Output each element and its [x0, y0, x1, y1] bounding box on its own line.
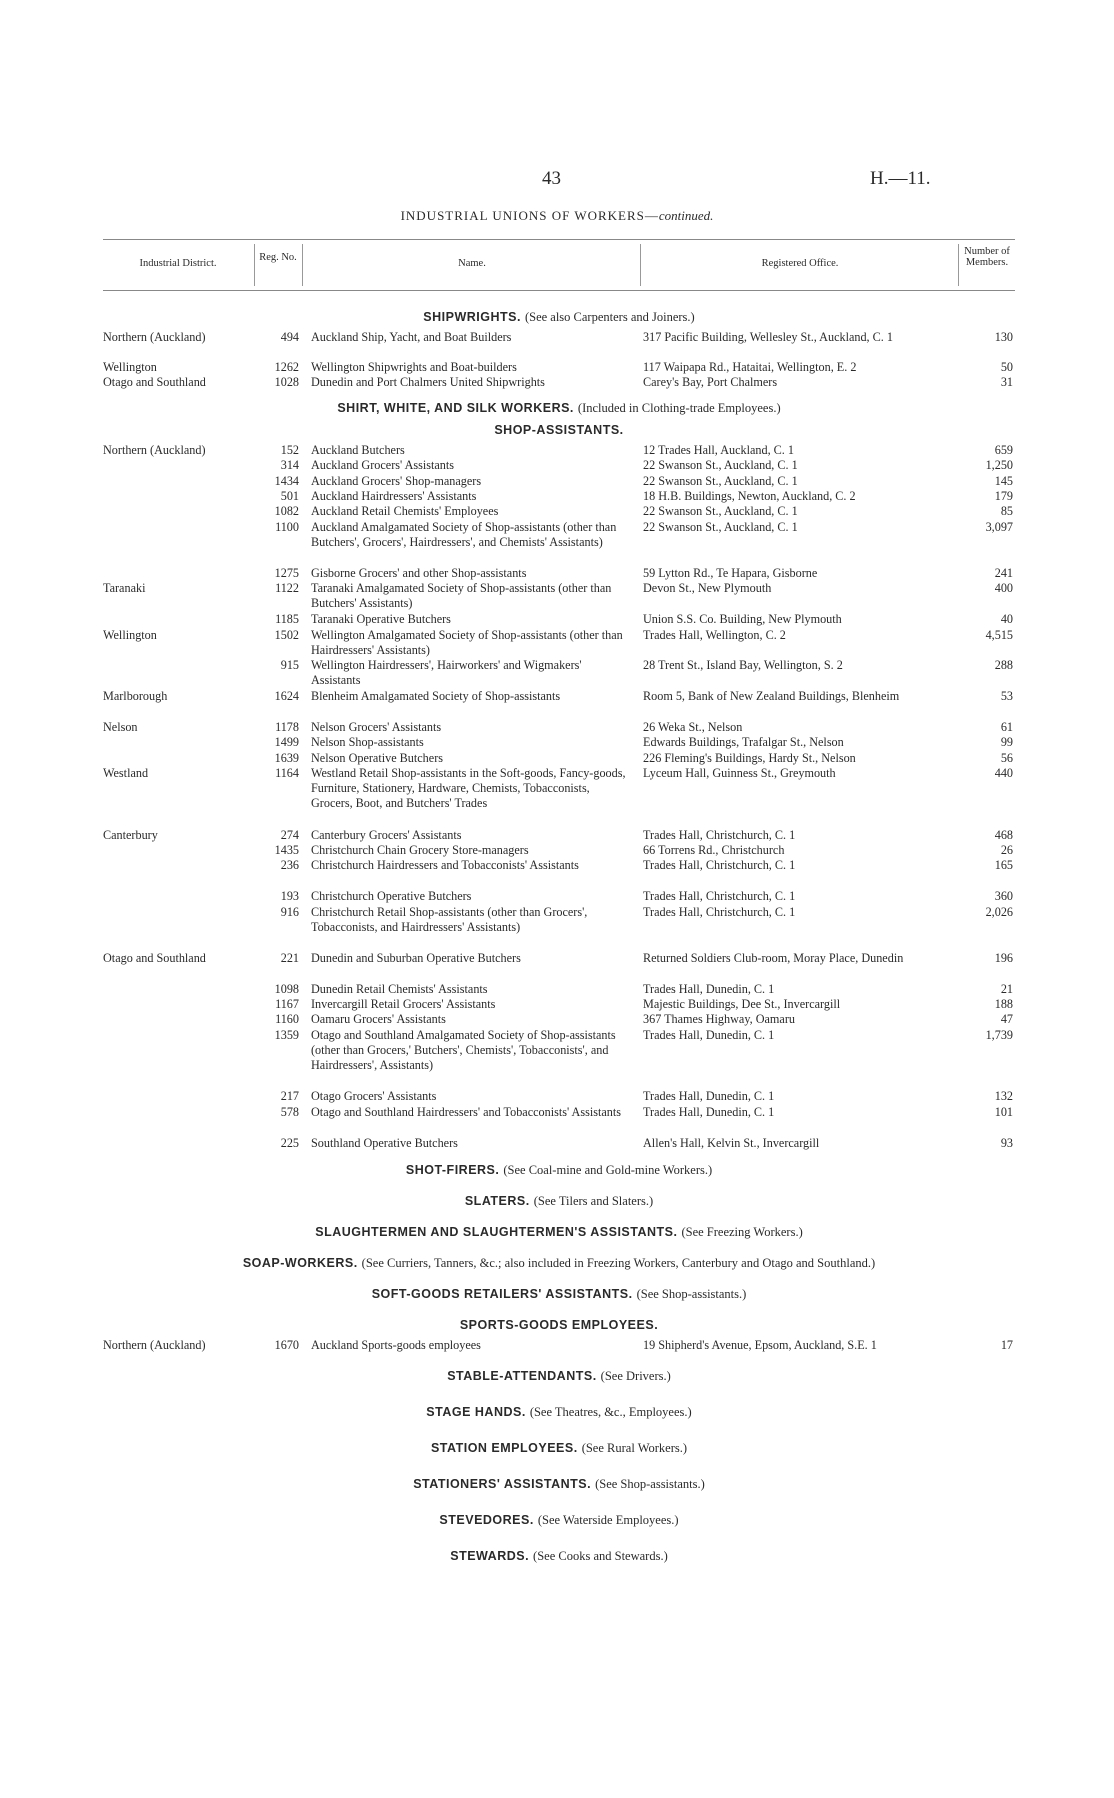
reg-no-cell: 1434: [274, 473, 299, 488]
office-cell: Trades Hall, Christchurch, C. 1: [643, 889, 796, 904]
header-divider: [958, 244, 959, 286]
reg-no-cell: 916: [280, 904, 299, 919]
union-name-cell: Westland Retail Shop-assistants in the Soft-goods, Fancy-goods, Furniture, Stationery, Hardware, Chemists, Tobacconists, Grocers, Boot, and Butchers' Trades: [311, 766, 626, 811]
office-cell: 22 Swanson St., Auckland, C. 1: [643, 458, 798, 473]
members-cell: 145: [994, 473, 1013, 488]
table-row: [103, 489, 1015, 504]
section-heading: [103, 401, 1015, 423]
district-cell: Westland: [103, 766, 149, 781]
reg-no-cell: 1122: [275, 581, 299, 596]
office-cell: 22 Swanson St., Auckland, C. 1: [643, 504, 798, 519]
reg-no-cell: 1100: [275, 519, 299, 534]
union-name-cell: Auckland Retail Chemists' Employees: [311, 504, 499, 519]
members-cell: 93: [1000, 1135, 1013, 1150]
table-row: [103, 982, 1015, 997]
table-row: [103, 458, 1015, 473]
section-title: SOFT-GOODS RETAILERS' ASSISTANTS.: [371, 1286, 633, 1301]
district-cell: Northern (Auckland): [103, 330, 206, 344]
reg-no-cell: 217: [280, 1089, 299, 1104]
section-note: (See Cooks and Stewards.): [533, 1549, 668, 1564]
table-body: [103, 310, 1015, 1585]
section-heading: [103, 423, 1015, 443]
table-row: [103, 375, 1015, 390]
reg-no-cell: 274: [280, 827, 299, 842]
section-title: SHOT-FIRERS.: [405, 1162, 500, 1177]
table-row: [103, 628, 1015, 659]
section-title: STAGE HANDS.: [426, 1405, 526, 1420]
reg-no-cell: 1435: [274, 843, 299, 858]
union-name-cell: Taranaki Operative Butchers: [311, 612, 451, 627]
reg-no-cell: 236: [280, 858, 299, 873]
section-title: SLATERS.: [464, 1193, 530, 1208]
members-cell: 53: [1000, 689, 1013, 704]
office-cell: Trades Hall, Christchurch, C. 1: [643, 904, 796, 919]
office-cell: Edwards Buildings, Trafalgar St., Nelson: [643, 735, 844, 750]
members-cell: 659: [994, 442, 1013, 457]
shop-assistants-rows: [103, 443, 1015, 1151]
office-cell: 117 Waipapa Rd., Hataitai, Wellington, E. 2: [643, 360, 857, 374]
district-cell: Wellington: [103, 627, 157, 642]
table-row: [103, 612, 1015, 627]
members-cell: 4,515: [985, 627, 1013, 642]
members-cell: 165: [994, 858, 1013, 873]
section-note: (See Shop-assistants.): [595, 1477, 705, 1492]
table-row: [103, 1028, 1015, 1090]
section-title: STATIONERS' ASSISTANTS.: [413, 1477, 592, 1492]
members-cell: 61: [1000, 719, 1013, 734]
union-name-cell: Christchurch Retail Shop-assistants (other than Grocers', Tobacconists, and Hairdressers' Assistants): [311, 904, 588, 934]
table-row: [103, 951, 1015, 982]
section-heading: [103, 1477, 1015, 1513]
union-name-cell: Dunedin and Port Chalmers United Shipwrights: [311, 375, 545, 390]
section-heading: [103, 1287, 1015, 1318]
members-cell: 21: [1000, 981, 1013, 996]
district-cell: Wellington: [103, 360, 157, 374]
header-divider: [254, 244, 255, 286]
union-name-cell: Auckland Grocers' Assistants: [311, 458, 455, 473]
table-row: [103, 828, 1015, 843]
reg-no-cell: 225: [280, 1135, 299, 1150]
union-name-cell: Dunedin and Suburban Operative Butchers: [311, 950, 521, 965]
members-cell: 56: [1000, 750, 1013, 765]
office-cell: Returned Soldiers Club-room, Moray Place, Dunedin: [643, 950, 904, 965]
union-name-cell: Auckland Ship, Yacht, and Boat Builders: [311, 330, 512, 344]
table-row: [103, 330, 1015, 360]
reg-no-cell: 494: [280, 330, 299, 344]
office-cell: Carey's Bay, Port Chalmers: [643, 375, 778, 390]
office-cell: Trades Hall, Christchurch, C. 1: [643, 858, 796, 873]
section-heading: [103, 1225, 1015, 1256]
members-cell: 360: [994, 889, 1013, 904]
header-name: Name.: [458, 258, 486, 269]
members-cell: 288: [994, 658, 1013, 673]
union-name-cell: Christchurch Hairdressers and Tobacconists' Assistants: [311, 858, 579, 873]
table-row: [103, 520, 1015, 566]
page-title: [0, 208, 1114, 224]
office-cell: Trades Hall, Dunedin, C. 1: [643, 1089, 775, 1104]
section-title: SHIRT, WHITE, AND SILK WORKERS.: [337, 400, 574, 415]
reg-no-cell: 1262: [274, 360, 299, 374]
section-note: (See Shop-assistants.): [636, 1286, 747, 1301]
office-cell: Trades Hall, Dunedin, C. 1: [643, 981, 775, 996]
section-heading: [103, 1369, 1015, 1405]
union-name-cell: Wellington Amalgamated Society of Shop-assistants (other than Hairdressers' Assistants): [311, 627, 623, 657]
district-cell: Nelson: [103, 719, 138, 734]
table-row: [103, 474, 1015, 489]
table-row: [103, 566, 1015, 581]
table-row: [103, 581, 1015, 612]
reg-no-cell: 915: [280, 658, 299, 673]
office-cell: Lyceum Hall, Guinness St., Greymouth: [643, 766, 836, 781]
section-title: SPORTS-GOODS EMPLOYEES.: [459, 1317, 659, 1332]
union-name-cell: Auckland Butchers: [311, 442, 405, 457]
district-cell: Taranaki: [103, 581, 146, 596]
members-cell: 440: [994, 766, 1013, 781]
union-name-cell: Christchurch Chain Grocery Store-managers: [311, 843, 529, 858]
reg-no-cell: 1082: [274, 504, 299, 519]
header-reg-no: Reg. No.: [259, 252, 297, 263]
union-name-cell: Wellington Shipwrights and Boat-builders: [311, 360, 517, 374]
office-cell: 66 Torrens Rd., Christchurch: [643, 843, 785, 858]
reg-no-cell: 1028: [274, 375, 299, 390]
header-divider: [640, 244, 641, 286]
section-title: SOAP-WORKERS.: [242, 1255, 358, 1270]
table-row: [103, 997, 1015, 1012]
section-note: (See Tilers and Slaters.): [533, 1193, 654, 1208]
reg-no-cell: 193: [280, 889, 299, 904]
header-district: Industrial District.: [139, 258, 217, 269]
table-row: [103, 858, 1015, 889]
table-row: [103, 720, 1015, 735]
members-cell: 85: [1000, 504, 1013, 519]
union-name-cell: Otago Grocers' Assistants: [311, 1089, 437, 1104]
reg-no-cell: 221: [280, 950, 299, 965]
members-cell: 241: [994, 565, 1013, 580]
members-cell: 400: [994, 581, 1013, 596]
table-row: [103, 689, 1015, 720]
district-cell: Otago and Southland: [103, 375, 206, 390]
district-cell: Northern (Auckland): [103, 442, 206, 457]
union-name-cell: Nelson Grocers' Assistants: [311, 719, 442, 734]
table-row: [103, 735, 1015, 750]
section-note: (See Waterside Employees.): [537, 1513, 679, 1528]
members-cell: 1,739: [985, 1027, 1013, 1042]
members-cell: 196: [994, 950, 1013, 965]
office-cell: Union S.S. Co. Building, New Plymouth: [643, 612, 842, 627]
district-cell: Otago and Southland: [103, 950, 206, 965]
reg-no-cell: 1502: [274, 627, 299, 642]
page-number: 43: [542, 168, 561, 189]
table-row: [103, 843, 1015, 858]
union-name-cell: Blenheim Amalgamated Society of Shop-assistants: [311, 689, 561, 704]
table-row: [103, 751, 1015, 766]
union-name-cell: Otago and Southland Amalgamated Society of Shop-assistants (other than Grocers,' Butchers', Chemists', Tobacconists', and Hairdressers', Assistants): [311, 1027, 616, 1072]
reg-no-cell: 1185: [275, 612, 299, 627]
section-title: SLAUGHTERMEN AND SLAUGHTERMEN'S ASSISTANTS.: [315, 1224, 678, 1239]
table-row: [103, 1105, 1015, 1136]
header-office: Registered Office.: [761, 258, 839, 269]
reg-no-cell: 1499: [274, 735, 299, 750]
section-title: SHOP-ASSISTANTS.: [494, 422, 624, 437]
section-title: STEWARDS.: [450, 1549, 530, 1564]
members-cell: 40: [1000, 612, 1013, 627]
office-cell: 367 Thames Highway, Oamaru: [643, 1012, 795, 1027]
table-row: [103, 443, 1015, 458]
office-cell: Majestic Buildings, Dee St., Invercargill: [643, 997, 841, 1011]
section-note: (See also Carpenters and Joiners.): [524, 310, 695, 324]
header-divider: [302, 244, 303, 286]
office-cell: 317 Pacific Building, Wellesley St., Auckland, C. 1: [643, 330, 893, 344]
reg-no-cell: 578: [280, 1104, 299, 1119]
union-name-cell: Dunedin Retail Chemists' Assistants: [311, 981, 488, 996]
office-cell: 18 H.B. Buildings, Newton, Auckland, C. 2: [643, 488, 856, 503]
reg-no-cell: 1639: [274, 750, 299, 765]
table-row: [103, 360, 1015, 375]
table-row: [103, 1089, 1015, 1104]
members-cell: 1,250: [985, 458, 1013, 473]
members-cell: 31: [1000, 375, 1013, 390]
district-cell: Northern (Auckland): [103, 1337, 206, 1352]
section-heading: [103, 1513, 1015, 1549]
sports-goods-rows: [103, 1338, 1015, 1353]
table-row: [103, 1012, 1015, 1027]
header-top-rule: [103, 239, 1015, 240]
section-note: (See Curriers, Tanners, &c.; also included in Freezing Workers, Canterbury and Otago and Southland.): [361, 1255, 876, 1270]
union-name-cell: Canterbury Grocers' Assistants: [311, 827, 462, 842]
office-cell: Trades Hall, Christchurch, C. 1: [643, 827, 796, 842]
reg-no-cell: 1160: [275, 1012, 299, 1027]
union-name-cell: Nelson Shop-assistants: [311, 735, 424, 750]
members-cell: 17: [1000, 1337, 1013, 1352]
union-name-cell: Oamaru Grocers' Assistants: [311, 1012, 446, 1027]
section-title: STABLE-ATTENDANTS.: [447, 1369, 597, 1384]
section-heading: [103, 1441, 1015, 1477]
members-cell: 99: [1000, 735, 1013, 750]
section-note: (See Theatres, &c., Employees.): [529, 1405, 692, 1420]
members-cell: 179: [994, 488, 1013, 503]
members-cell: 2,026: [985, 904, 1013, 919]
union-name-cell: Gisborne Grocers' and other Shop-assistants: [311, 565, 527, 580]
reg-no-cell: 1275: [274, 565, 299, 580]
union-name-cell: Auckland Amalgamated Society of Shop-assistants (other than Butchers', Grocers', Hairdressers', and Chemists' Assistants): [311, 519, 617, 549]
union-name-cell: Auckland Grocers' Shop-managers: [311, 473, 482, 488]
union-name-cell: Christchurch Operative Butchers: [311, 889, 472, 904]
office-cell: 59 Lytton Rd., Te Hapara, Gisborne: [643, 565, 818, 580]
table-row: [103, 905, 1015, 951]
page-title-main: INDUSTRIAL UNIONS OF WORKERS—: [400, 208, 659, 223]
section-heading: [103, 310, 1015, 330]
section-note: (See Drivers.): [600, 1369, 671, 1384]
reg-no-cell: 152: [280, 442, 299, 457]
members-cell: 101: [994, 1104, 1013, 1119]
reg-no-cell: 501: [280, 488, 299, 503]
section-title: SHIPWRIGHTS.: [423, 310, 521, 324]
table-row: [103, 889, 1015, 904]
members-cell: 132: [994, 1089, 1013, 1104]
section-heading: [103, 1194, 1015, 1225]
district-cell: Canterbury: [103, 827, 158, 842]
office-cell: 226 Fleming's Buildings, Hardy St., Nelson: [643, 750, 856, 765]
section-note: (Included in Clothing-trade Employees.): [577, 400, 781, 415]
document-code: H.—11.: [870, 168, 931, 189]
reg-no-cell: 314: [280, 458, 299, 473]
reg-no-cell: 1624: [274, 689, 299, 704]
office-cell: Allen's Hall, Kelvin St., Invercargill: [643, 1135, 820, 1150]
members-cell: 50: [1000, 360, 1013, 374]
table-row: [103, 1338, 1015, 1353]
members-cell: 468: [994, 827, 1013, 842]
office-cell: Devon St., New Plymouth: [643, 581, 772, 596]
reg-no-cell: 1178: [275, 719, 299, 734]
section-heading: [103, 1256, 1015, 1287]
office-cell: 12 Trades Hall, Auckland, C. 1: [643, 442, 794, 457]
section-heading: [103, 1405, 1015, 1441]
office-cell: 22 Swanson St., Auckland, C. 1: [643, 519, 798, 534]
reg-no-cell: 1167: [275, 997, 299, 1011]
union-name-cell: Wellington Hairdressers', Hairworkers' and Wigmakers' Assistants: [311, 658, 582, 688]
shipwrights-rows: [103, 330, 1015, 391]
section-title: STEVEDORES.: [439, 1513, 534, 1528]
office-cell: Room 5, Bank of New Zealand Buildings, Blenheim: [643, 689, 900, 704]
members-cell: 47: [1000, 1012, 1013, 1027]
table-row: [103, 658, 1015, 689]
section-heading: [103, 1549, 1015, 1585]
union-name-cell: Taranaki Amalgamated Society of Shop-assistants (other than Butchers' Assistants): [311, 581, 612, 611]
header-members: Number of Members.: [964, 246, 1010, 268]
header-bottom-rule: [103, 290, 1015, 291]
members-cell: 3,097: [985, 519, 1013, 534]
section-heading: [103, 1318, 1015, 1338]
office-cell: 26 Weka St., Nelson: [643, 719, 743, 734]
reg-no-cell: 1670: [274, 1337, 299, 1352]
section-note: (See Freezing Workers.): [681, 1224, 803, 1239]
office-cell: Trades Hall, Dunedin, C. 1: [643, 1027, 775, 1042]
section-heading: [103, 1163, 1015, 1194]
members-cell: 188: [994, 997, 1013, 1011]
table-row: [103, 1136, 1015, 1151]
union-name-cell: Auckland Hairdressers' Assistants: [311, 488, 477, 503]
section-note: (See Coal-mine and Gold-mine Workers.): [503, 1162, 713, 1177]
union-name-cell: Southland Operative Butchers: [311, 1135, 458, 1150]
reg-no-cell: 1098: [274, 981, 299, 996]
union-name-cell: Otago and Southland Hairdressers' and Tobacconists' Assistants: [311, 1104, 621, 1119]
office-cell: 22 Swanson St., Auckland, C. 1: [643, 473, 798, 488]
table-row: [103, 504, 1015, 519]
page-title-suffix: continued.: [658, 208, 714, 223]
office-cell: 19 Shipherd's Avenue, Epsom, Auckland, S.E. 1: [643, 1337, 877, 1352]
union-name-cell: Auckland Sports-goods employees: [311, 1337, 481, 1352]
union-name-cell: Nelson Operative Butchers: [311, 750, 443, 765]
members-cell: 130: [994, 330, 1013, 344]
office-cell: Trades Hall, Dunedin, C. 1: [643, 1104, 775, 1119]
table-row: [103, 766, 1015, 828]
district-cell: Marlborough: [103, 689, 168, 704]
members-cell: 26: [1000, 843, 1013, 858]
section-note: (See Rural Workers.): [581, 1441, 688, 1456]
office-cell: Trades Hall, Wellington, C. 2: [643, 627, 786, 642]
union-name-cell: Invercargill Retail Grocers' Assistants: [311, 997, 496, 1011]
reg-no-cell: 1359: [274, 1027, 299, 1042]
section-title: STATION EMPLOYEES.: [430, 1441, 578, 1456]
reg-no-cell: 1164: [275, 766, 299, 781]
office-cell: 28 Trent St., Island Bay, Wellington, S. 2: [643, 658, 843, 673]
